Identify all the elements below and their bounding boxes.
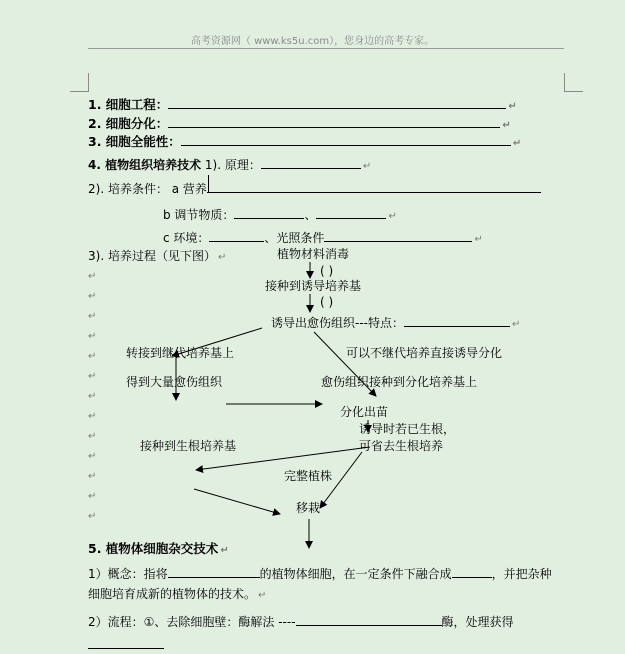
blank[interactable]	[452, 565, 492, 578]
environment-label: c 环境：	[163, 231, 210, 245]
arrow	[172, 328, 262, 356]
paragraph-mark: ↵	[88, 431, 97, 442]
paragraph-mark: ↵	[88, 391, 97, 402]
light-label: 、光照条件	[264, 231, 325, 245]
section-5-title: 5. 植物体细胞杂交技术 ↵	[88, 541, 229, 556]
principle-label: 1). 原理：	[204, 158, 261, 172]
item-label: 2. 细胞分化：	[88, 116, 169, 131]
section-title: 4. 植物组织培养技术	[88, 158, 202, 172]
paragraph-mark: ↵	[88, 291, 97, 302]
paragraph-mark: ↵	[88, 451, 97, 462]
paragraph-mark: ↵	[88, 311, 97, 322]
blank[interactable]	[168, 565, 260, 578]
regulators-line: b 调节物质： 、 ↵	[163, 208, 397, 222]
flow-node-shoots: 分化出苗	[340, 405, 389, 419]
paragraph-mark: ↵	[88, 491, 97, 502]
conditions-label: 2). 培养条件： a 营养	[88, 182, 207, 196]
item-label: 1. 细胞工程：	[88, 97, 169, 112]
paragraph-mark: ↵	[88, 411, 97, 422]
blank[interactable]	[88, 636, 164, 649]
flow-node-inoculate: 接种到诱导培养基	[265, 279, 362, 293]
blank[interactable]	[296, 613, 442, 626]
item-totipotency: 3. 细胞全能性： ↵	[88, 134, 522, 149]
item-tissue-culture: 4. 植物组织培养技术 1). 原理： ↵	[88, 158, 372, 172]
arrow	[194, 489, 280, 514]
flow-node-mass-callus: 得到大量愈伤组织	[126, 375, 223, 389]
page-header: 高考资源网（ www.ks5u.com），您身边的高考专家。	[190, 36, 435, 47]
process-heading: 3). 培养过程（见下图） ↵	[88, 249, 227, 263]
flow-note-rooted: 诱导时若已生根，	[359, 422, 456, 436]
item-cell-engineering: 1. 细胞工程： ↵	[88, 97, 517, 112]
flow-node-callus: 诱导出愈伤组织---特点： ↵	[271, 316, 521, 330]
flow-note-skip: 可省去生根培养	[359, 439, 444, 453]
paragraph-mark: ↵	[88, 471, 97, 482]
item-cell-differentiation: 2. 细胞分化： ↵	[88, 116, 511, 131]
flow-node-rooting-medium: 接种到生根培养基	[140, 439, 237, 453]
flow-node-sterilize: 植物材料消毒	[277, 247, 350, 261]
procedure-line-2	[88, 636, 164, 652]
arrow	[314, 332, 376, 396]
concept-line-2: 细胞培育成新的植物体的技术。 ↵	[88, 587, 267, 601]
paragraph-mark: ↵	[88, 331, 97, 342]
paragraph-mark: ↵	[88, 271, 97, 282]
concept-line: 1）概念：指将 的植物体细胞，在一定条件下融合成 ，并把杂种	[88, 567, 552, 581]
flow-paren-1: ( )	[320, 264, 334, 278]
paragraph-mark: ↵	[88, 351, 97, 362]
procedure-line: 2）流程：①、去除细胞壁：酶解法 ---- 酶，处理获得	[88, 615, 514, 629]
arrow	[320, 452, 362, 508]
flow-node-differentiation-medium: 愈伤组织接种到分化培养基上	[321, 375, 478, 389]
item-label: 3. 细胞全能性：	[88, 134, 181, 149]
flow-paren-2: ( )	[320, 295, 334, 309]
arrow	[196, 447, 370, 470]
flow-node-direct-induce: 可以不继代培养直接诱导分化	[346, 346, 503, 360]
paragraph-mark: ↵	[88, 511, 97, 522]
paragraph-mark: ↵	[88, 371, 97, 382]
environment-line: c 环境： 、光照条件 ↵	[163, 231, 483, 245]
flow-node-plantlet: 完整植株	[284, 469, 333, 483]
flow-node-transplant: 移栽	[296, 501, 321, 515]
regulators-label: b 调节物质：	[163, 208, 235, 222]
flow-node-subculture: 转接到继代培养基上	[126, 346, 235, 360]
